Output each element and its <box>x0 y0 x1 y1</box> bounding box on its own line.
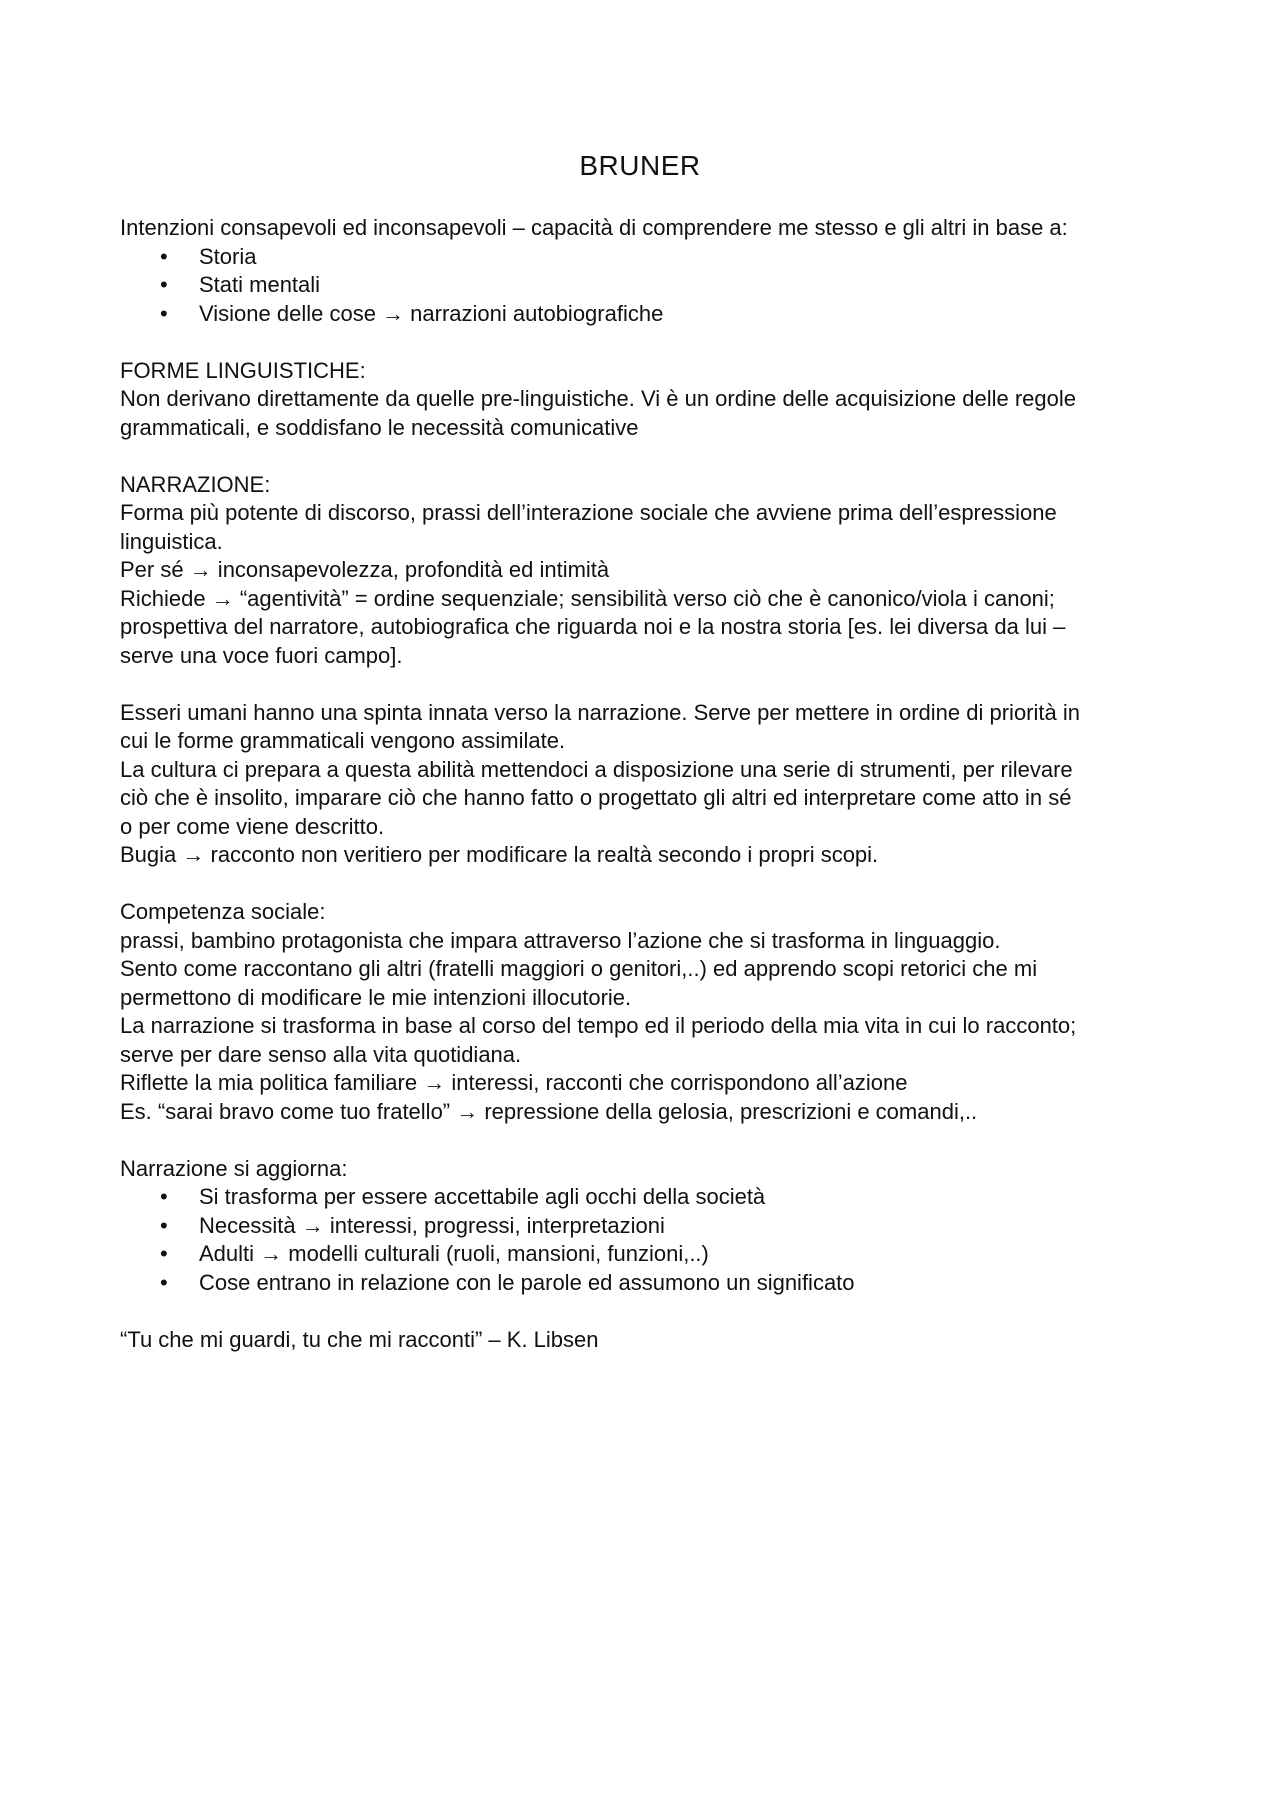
list-item-text: Visione delle cose → narrazioni autobiografiche <box>199 300 664 326</box>
text-line: ciò che è insolito, imparare ciò che hanno fatto o progettato gli altri ed interpretare come atto in sé <box>120 785 1072 810</box>
list-item <box>120 1212 1180 1241</box>
list-item-text: Stati mentali <box>199 272 321 297</box>
intro-line: Intenzioni consapevoli ed inconsapevoli – capacità di comprendere me stesso e gli altri in base a: <box>120 215 1068 240</box>
text-line: Bugia → racconto non veritiero per modificare la realtà secondo i propri scopi. <box>120 842 879 867</box>
text-line: Per sé → inconsapevolezza, profondità ed intimità <box>120 557 610 582</box>
text-line: Non derivano direttamente da quelle pre-linguistiche. Vi è un ordine delle acquisizione delle regole <box>120 386 1076 411</box>
closing-quote: “Tu che mi guardi, tu che mi racconti” – K. Libsen <box>120 1326 599 1352</box>
document-title: BRUNER <box>579 150 701 181</box>
bullet-icon: • <box>160 1212 168 1238</box>
text-line: cui le forme grammaticali vengono assimilate. <box>120 728 566 753</box>
text-line: Richiede → “agentività” = ordine sequenziale; sensibilità verso ciò che è canonico/viola i canoni; <box>120 585 1055 611</box>
text-line: Es. “sarai bravo come tuo fratello” → repressione della gelosia, prescrizioni e comandi,.. <box>120 1098 978 1124</box>
text-line: Forma più potente di discorso, prassi dell’interazione sociale che avviene prima dell’espressione <box>120 500 1057 525</box>
text-line: La cultura ci prepara a questa abilità mettendoci a disposizione una serie di strumenti, per rilevare <box>120 756 1073 782</box>
list-item-text: Adulti → modelli culturali (ruoli, mansioni, funzioni,..) <box>199 1241 709 1266</box>
section-heading-forme: FORME LINGUISTICHE: <box>120 357 366 383</box>
document-body <box>120 214 1180 1354</box>
text-line: prassi, bambino protagonista che impara attraverso l’azione che si trasforma in linguaggio. <box>120 927 1001 953</box>
text-line: grammaticali, e soddisfano le necessità comunicative <box>120 414 639 440</box>
text-line: Sento come raccontano gli altri (fratelli maggiori o genitori,..) ed apprendo scopi retorici che mi <box>120 956 1038 981</box>
bullet-icon: • <box>160 272 168 297</box>
list-item <box>120 1240 1180 1269</box>
bullet-icon: • <box>160 1241 168 1266</box>
bullet-icon: • <box>160 1184 168 1209</box>
text-line: permettono di modificare le mie intenzioni illocutorie. <box>120 984 632 1010</box>
text-line: Esseri umani hanno una spinta innata verso la narrazione. Serve per mettere in ordine di priorità in <box>120 699 1080 725</box>
bullet-icon: • <box>160 243 168 269</box>
bullet-icon: • <box>160 1269 168 1295</box>
text-line: La narrazione si trasforma in base al corso del tempo ed il periodo della mia vita in cui lo racconto; <box>120 1013 1077 1038</box>
aggiorna-bullet-list <box>120 1183 1180 1297</box>
list-item-text: Storia <box>199 243 257 269</box>
text-line: linguistica. <box>120 528 223 554</box>
section-heading-competenza: Competenza sociale: <box>120 899 326 924</box>
section-heading-aggiorna: Narrazione si aggiorna: <box>120 1155 348 1181</box>
list-item <box>120 1269 1180 1298</box>
list-item <box>120 271 1180 300</box>
list-item <box>120 1183 1180 1212</box>
list-item-text: Necessità → interessi, progressi, interpretazioni <box>199 1212 665 1238</box>
list-item <box>120 300 1180 329</box>
section-heading-narrazione: NARRAZIONE: <box>120 471 271 497</box>
list-item <box>120 243 1180 272</box>
text-line: serve per dare senso alla vita quotidiana. <box>120 1041 522 1067</box>
text-line: o per come viene descritto. <box>120 813 385 839</box>
bullet-icon: • <box>160 300 168 326</box>
text-line: prospettiva del narratore, autobiografica che riguarda noi e la nostra storia [es. lei diversa da lui – <box>120 614 1066 639</box>
text-line: serve una voce fuori campo]. <box>120 642 403 668</box>
list-item-text: Cose entrano in relazione con le parole ed assumono un significato <box>199 1269 855 1295</box>
intro-bullet-list <box>120 243 1180 329</box>
text-line: Riflette la mia politica familiare → interessi, racconti che corrispondono all’azione <box>120 1070 908 1095</box>
list-item-text: Si trasforma per essere accettabile agli occhi della società <box>199 1184 766 1209</box>
